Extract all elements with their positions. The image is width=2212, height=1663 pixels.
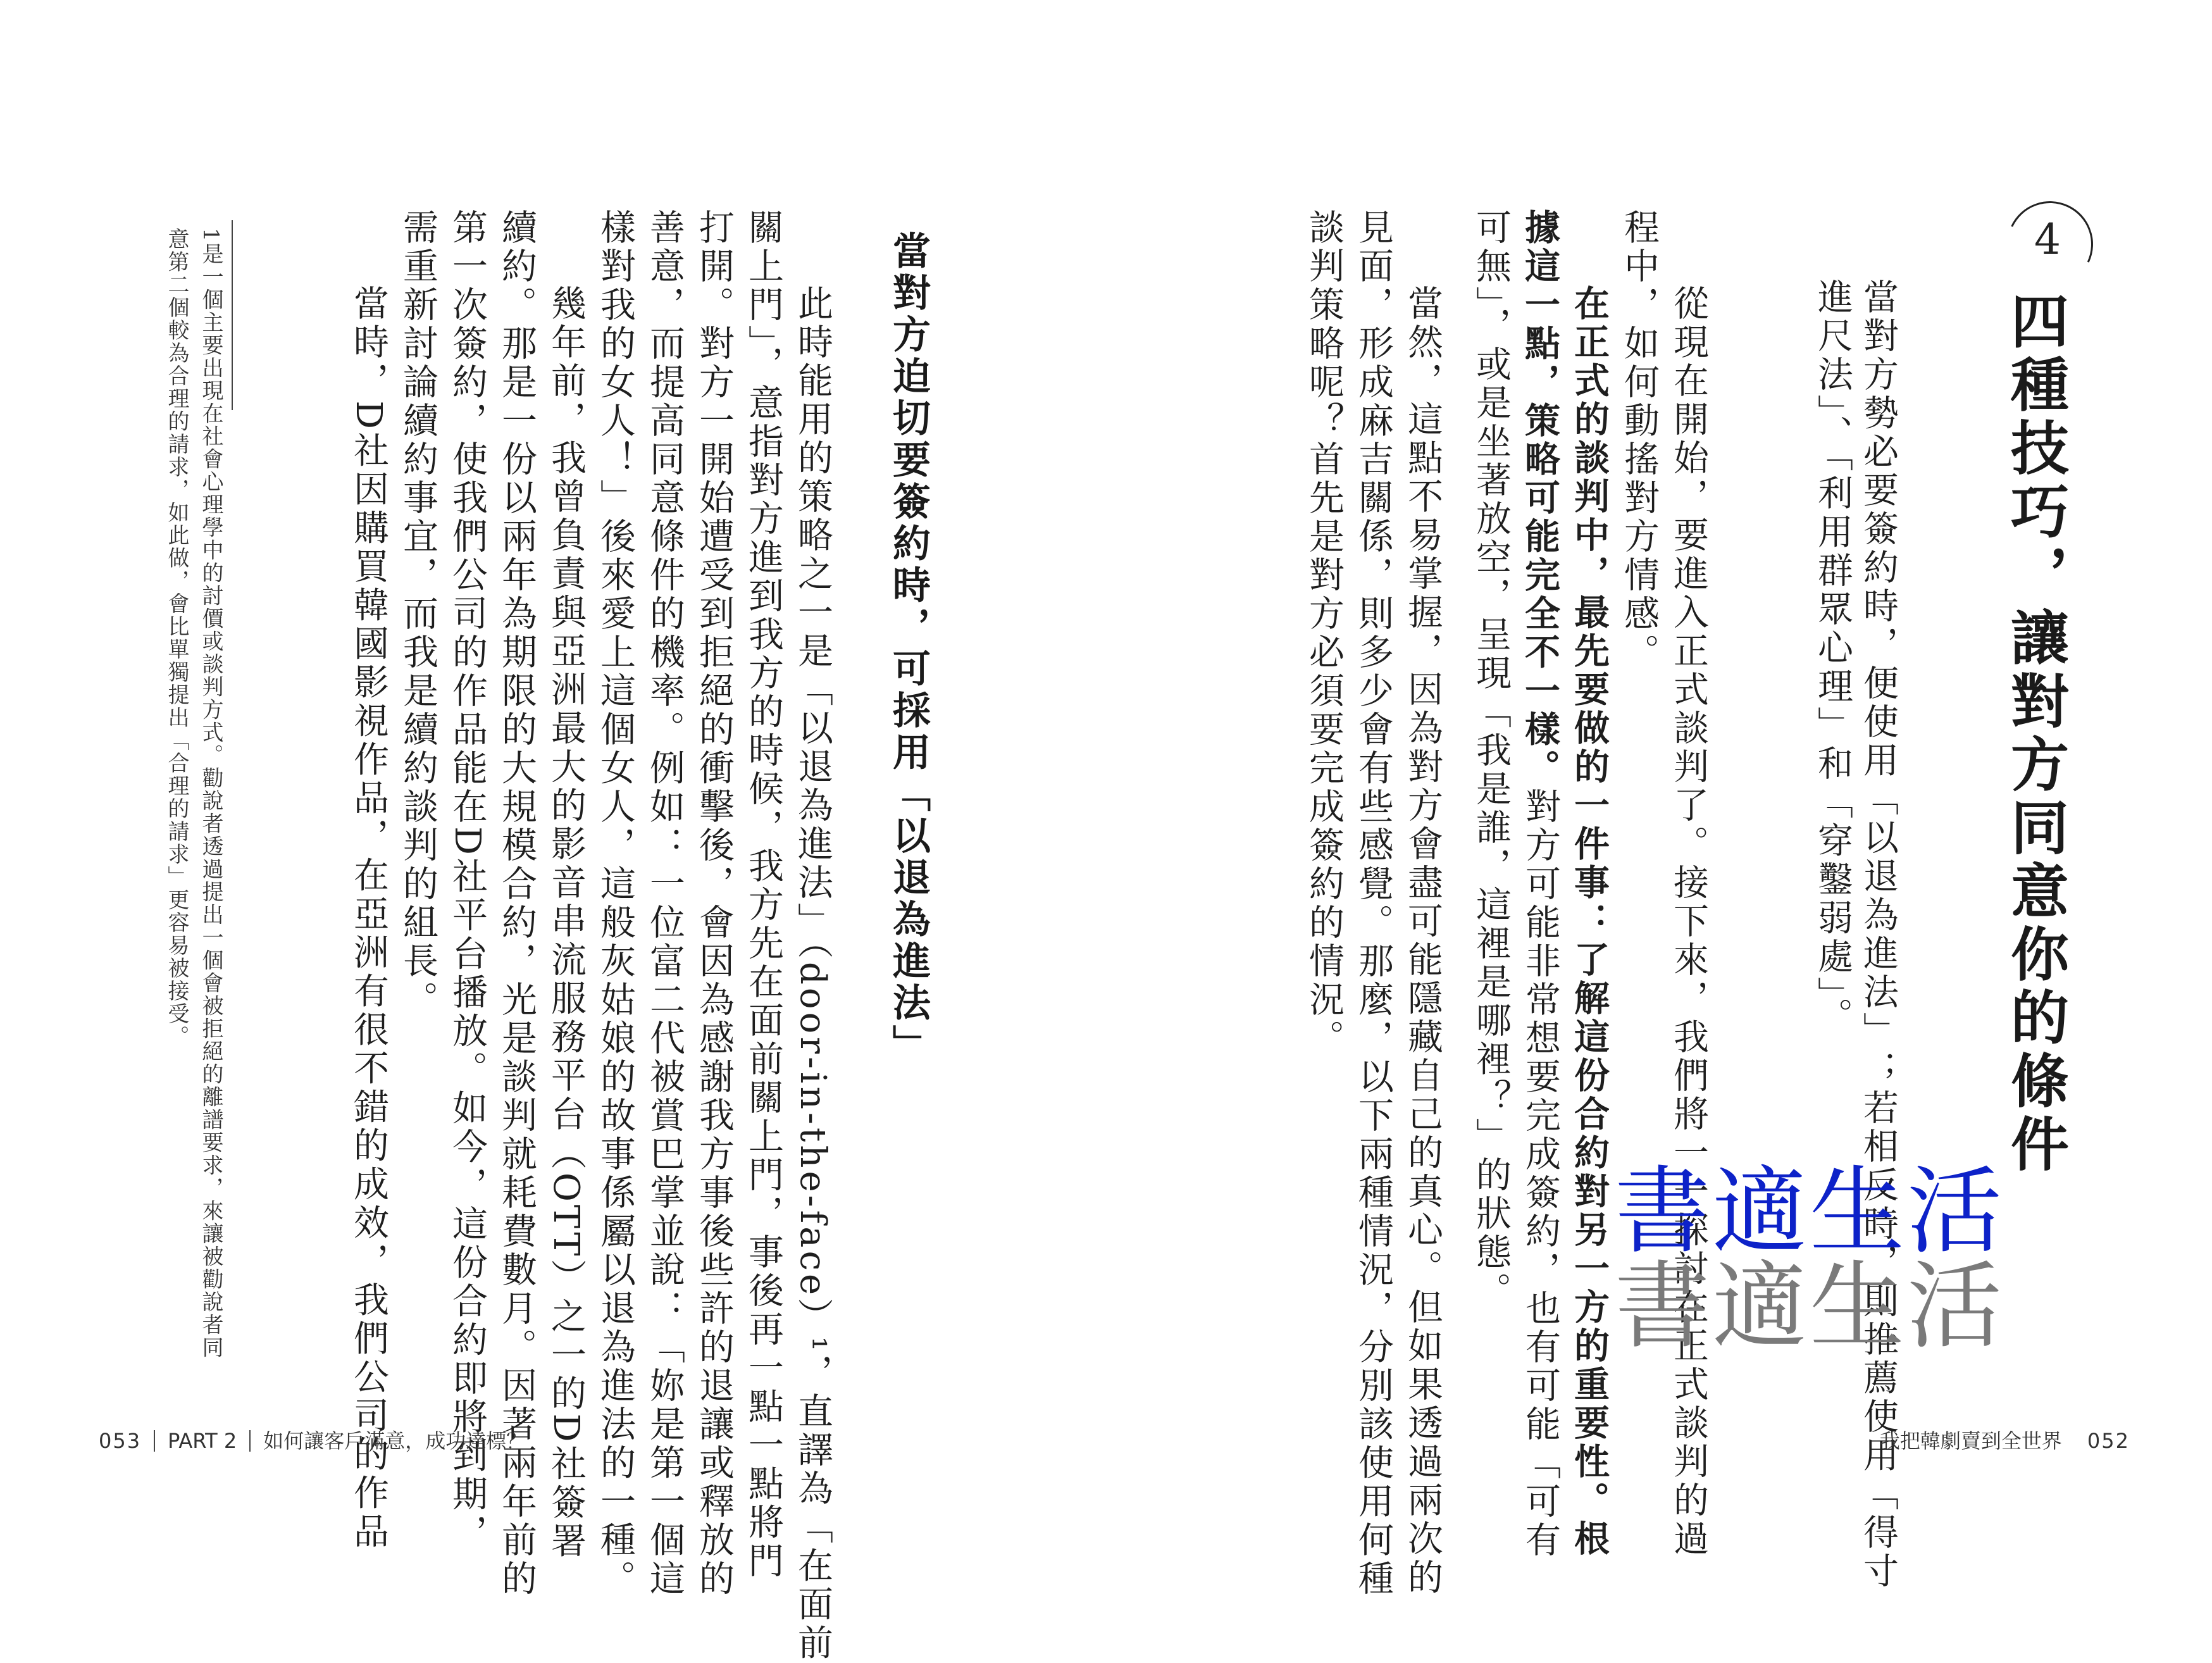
body-line: 見面，形成麻吉關係，則多少會有些感覺。那麼，以下兩種情況，分別該使用何種 [1353, 209, 1394, 1598]
part-label: PART 2 [168, 1429, 237, 1453]
footnote-line: 1是一個主要出現在社會心理學中的討價或談判方式。勸說者透過提出一個會被拒絕的離譜要求，來讓被勸說者同 [198, 228, 223, 1359]
intro-line: 當對方勢必要簽約時，便使用「以退為進法」；若相反時，則推薦使用「得寸 [1858, 278, 1899, 1591]
watermark-blue: 書適生活 [1615, 1157, 2005, 1267]
watermark-gray: 書適生活 [1615, 1252, 2005, 1362]
body-line-bold: 在正式的談判中，最先要做的一件事：了解這份合約對另一方的重要性。根 [1569, 285, 1610, 1559]
footer-right [1880, 1425, 2130, 1454]
footer-left [99, 1425, 526, 1454]
footer-divider [249, 1430, 251, 1452]
body-line: 第一次簽約，使我們公司的作品能在D社平台播放。如今，這份合約即將到期， [447, 209, 488, 1553]
section-title: 當對方迫切要簽約時，可採用「以退為進法」 [886, 231, 931, 1066]
footer-divider [154, 1430, 155, 1452]
body-line: 需重新討論續約事宜，而我是續約談判的組長。 [397, 209, 438, 1019]
bold-phrase: 據這一點，策略可能完全不一樣。 [1519, 209, 1561, 788]
footnote-line: 意第二個較為合理的請求，如此做，會比單獨提出「合理的請求」更容易被接受。 [164, 228, 189, 1048]
body-line: 續約。那是一份以兩年為期限的大規模合約，光是談判就耗費數月。因著兩年前的 [496, 209, 537, 1598]
part-title: 如何讓客戶滿意，成功達標？ [263, 1429, 527, 1453]
body-line: 當然，這點不易掌握，因為對方會盡可能隱藏自己的真心。但如果透過兩次的 [1402, 285, 1443, 1597]
body-line: 打開。對方一開始遭受到拒絕的衝擊後，會因為感謝我方事後些許的退讓或釋放的 [693, 209, 735, 1598]
chapter-number: 4 [2034, 215, 2061, 264]
body-line: 程中，如何動搖對方情感。 [1619, 209, 1660, 672]
body-line: 樣對我的女人！」後來愛上這個女人，這般灰姑娘的故事係屬以退為進法的一種。 [595, 209, 636, 1598]
book-title: 我把韓劇賣到全世界 [1879, 1429, 2062, 1453]
body-text: 對方可能非常想要完成簽約，也有可能「可有 [1520, 788, 1561, 1560]
body-line: 可無」，或是坐著放空，呈現「我是誰，這裡是哪裡？」的狀態。 [1470, 209, 1512, 1311]
body-line: 幾年前，我曾負責與亞洲最大的影音串流服務平台（OTT）之一的D社簽署 [545, 285, 587, 1561]
page-number-left: 053 [99, 1429, 142, 1453]
body-line: 從現在開始，要進入正式談判了。接下來，我們將一一探討在正式談判的過 [1668, 285, 1709, 1559]
intro-line: 進尺法」、「利用群眾心理」和「穿鑿弱處」。 [1812, 278, 1853, 1036]
body-line [1519, 209, 1561, 1560]
body-line: 當時，D社因購買韓國影視作品，在亞洲有很不錯的成效，我們公司的作品 [348, 285, 389, 1552]
body-line: 談判策略呢？首先是對方必須要完成簽約的情況。 [1303, 209, 1345, 1058]
body-line: 善意，而提高同意條件的機率。例如：一位富二代被賞巴掌並說：「妳是第一個這 [644, 209, 685, 1598]
body-line: 關上門」，意指對方進到我方的時候，我方先在面前關上門，事後再一點一點將門 [743, 209, 784, 1581]
chapter-title: 四種技巧，讓對方同意你的條件 [2001, 291, 2069, 1177]
footnote-rule [232, 220, 233, 410]
body-line: 此時能用的策略之一是「以退為進法」（door-in-the-face）¹，直譯為「在面前 [792, 285, 833, 1663]
page-number-right: 052 [2087, 1429, 2130, 1453]
